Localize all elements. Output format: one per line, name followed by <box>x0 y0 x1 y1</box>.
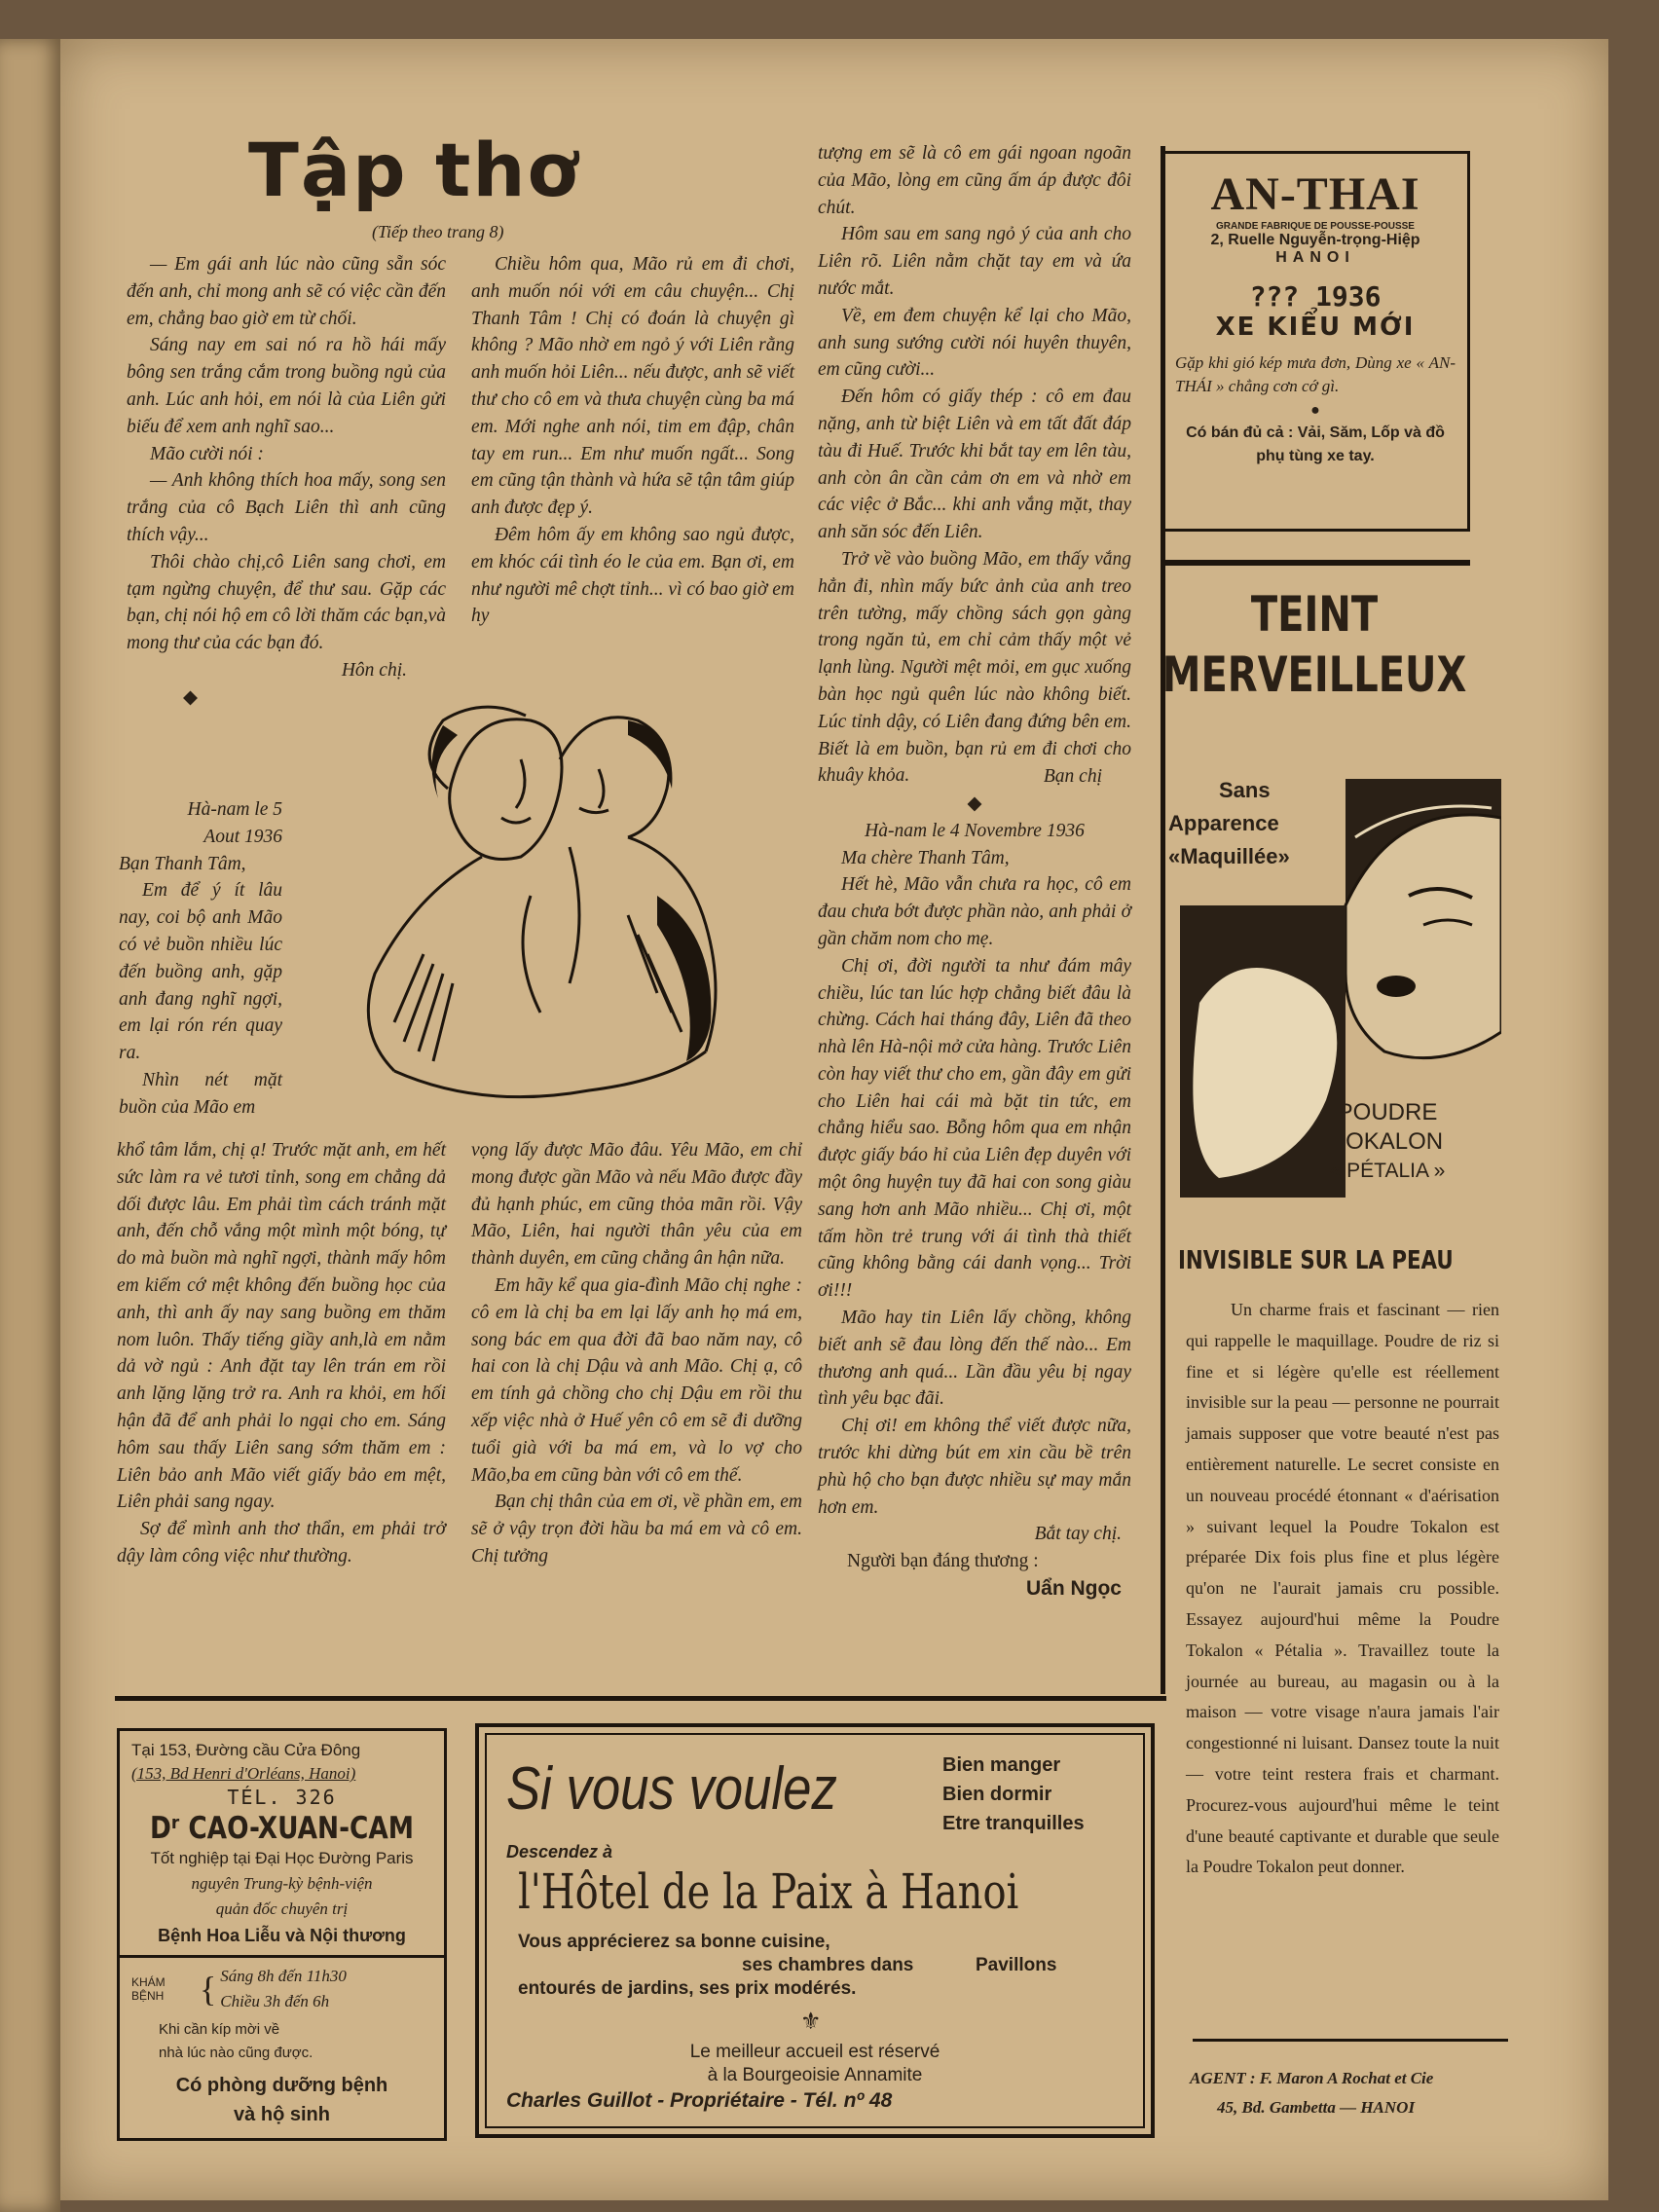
welcome-line: Le meilleur accueil est réservé <box>689 2042 940 2062</box>
monogram-icon: ⚜ <box>800 2009 822 2035</box>
hotel-headline: Si vous voulez <box>506 1755 837 1823</box>
doctor-desc: Tốt nghiệp tại Đại Học Đường Paris <box>150 1849 414 1867</box>
paragraph: tượng em sẽ là cô em gái ngoan ngoãn của Mão, lòng em cũng ấm áp được đôi chút. <box>818 143 1131 218</box>
divider-diamond: ◆ <box>967 793 982 814</box>
ad-hotel <box>475 1723 1155 2138</box>
paragraph: Mão hay tin Liên lấy chồng, không biết anh sẽ đau lòng đến thế nào... Em thương anh quá... Lần đầu yêu bị ngay tình yêu bạc đãi. <box>818 1308 1131 1410</box>
paragraph: Đến hôm có giấy thép : cô em đau nặng, anh từ biệt Liên và em tất đất đáp tàu đi Huế. Trước khi bắt tay em lên tàu, anh còn ân cần cảm ơn em và nhờ em các việc ở Bắc... khi anh vắng mặt, thay anh săn sóc đến Liên. <box>818 387 1131 543</box>
divider-diamond: ◆ <box>183 686 198 708</box>
hotel-pavillons: Pavillons <box>976 1955 1057 1975</box>
note-line: Khi cần kíp mời về <box>159 2021 280 2038</box>
salutation: Ma chère Thanh Tâm, <box>841 847 1010 868</box>
product-line: POUDRE <box>1337 1099 1438 1125</box>
note-line: nhà lúc nào cũng được. <box>159 2045 313 2061</box>
paragraph: Hôm sau em sang ngỏ ý của anh cho Liên rõ. Liên nằm chặt tay em và ứa nước mắt. <box>818 224 1131 299</box>
brand-name: AN-THAI <box>1210 168 1420 220</box>
article-col2-bottom <box>471 1137 802 1570</box>
benefit-line: Bien manger <box>942 1754 1061 1776</box>
article-col1-bottom <box>117 1137 446 1570</box>
letter-date: Hà-nam le 4 Novembre 1936 <box>865 820 1085 841</box>
article-col3 <box>818 140 1131 1603</box>
doctor-desc: quản đốc chuyên trị <box>215 1899 349 1918</box>
hours-line: Chiều 3h đến 6h <box>220 1992 330 2010</box>
doctor-name: Dʳ CAO-XUAN-CAM <box>149 1811 414 1846</box>
paragraph: Mão cười nói : <box>150 443 264 464</box>
closing: Bắt tay chị. <box>1034 1524 1122 1545</box>
hotel-name: l'Hôtel de la Paix à Hanoi <box>518 1863 1019 1920</box>
ad-doctor: Tại 153, Đường cầu Cửa Đông (153, Bd Henri d'Orléans, Hanoi) TÉL. 326 Dʳ CAO-XUAN-CAM Tốt nghiệp tại Đại Học Đường Paris nguyên Trung-kỳ bệnh-viện quản đốc chuyên trị Bệnh Hoa Liễu và Nội thương KHÁM BỆNH { Sáng 8h đến 11h30 Chiều 3h đến 6h Khi cần kíp mời về nhà lúc nào cũng được. Có phòng dưỡng bệnh và hộ sinh <box>117 1728 447 2141</box>
hotel-line: ses chambres dans <box>742 1955 914 1975</box>
hotel-welcome <box>479 2041 1151 2087</box>
product-line: « PÉTALIA » <box>1329 1160 1446 1182</box>
hotel-footer: Charles Guillot - Propriétaire - Tél. nº 48 <box>506 2089 893 2112</box>
ad-body-text: Un charme frais et fascinant — rien qui rappelle le maquillage. Poudre de riz si fine et si légère qu'elle est réellement invisible sur la peau — personne ne pourrait jamais supposer que votre beauté n'est pas entièrement naturelle. Le secret consiste en un nouveau procédé étonnant « d'aérisation » suivant lequel la Poudre Tokalon est préparée Dix fois plus fine et plus légère qu'on ne l'aurait jamais cru possible. Essayez aujourd'hui même la Poudre Tokalon « Pétalia ». Travaillez toute la journée au bureau, au magasin ou à la maison — votre visage n'aura jamais l'air congestionné ni luisant. Dansez toute la nuit — votre teint restera frais et charmant. Procurez-vous aujourd'hui même le teint d'une beauté captivante et durable que seule la Poudre Tokalon peut donner. <box>1186 1300 1499 1877</box>
doctor-note <box>159 2018 444 2065</box>
ad-address: 2, Ruelle Nguyễn-trọng-Hiệp <box>1210 232 1420 248</box>
paragraph: Hết hè, Mão vẫn chưa ra học, cô em đau chưa bớt được phần nào, anh phải ở gần chăm nom cho mẹ. <box>818 874 1131 949</box>
signature: Bạn chị <box>1043 766 1102 788</box>
ornament-icon: ● <box>1310 402 1320 419</box>
ad-headline <box>1161 584 1467 705</box>
ad-agent <box>1190 2064 1511 2122</box>
author-name: Uẩn Ngọc <box>1025 1577 1122 1601</box>
ad-tagline: GRANDE FABRIQUE DE POUSSE-POUSSE <box>1216 221 1415 232</box>
paragraph: Chiều hôm qua, Mão rủ em đi chơi, anh muốn nói với em câu chuyện... Chị Thanh Tâm ! Chị có đoán là chuyện gì không ? Mão nhờ em ngỏ ý với Liên rằng anh muốn hỏi Liên... nếu được, anh sẽ viết thư cho cô em và thưa chuyện cùng ba má em. Mới nghe anh nói, tim em đập, chân tay em run... Em như muốn ngất... Song em cũng tận thành và hứa sẽ tận tâm giúp anh được đẹp ý. <box>471 254 794 519</box>
paragraph: Nhìn nét mặt buồn của Mão em <box>119 1069 282 1118</box>
paragraph: — Anh không thích hoa mấy, song sen trắng của cô Bạch Liên thì anh cũng thích vậy... <box>127 470 446 545</box>
agent-line: AGENT : F. Maron A Rochat et Cie <box>1190 2069 1434 2087</box>
product-line: TOKALON <box>1331 1128 1444 1155</box>
ad-divider <box>1164 560 1470 566</box>
hotel-desc: Descendez à <box>506 1842 613 1862</box>
hotel-line: Vous apprécierez sa bonne cuisine, <box>518 1932 830 1952</box>
subheadline-line: Apparence <box>1168 811 1279 835</box>
subheadline-line: «Maquillée» <box>1168 844 1290 868</box>
couple-illustration <box>336 701 784 1110</box>
article-col1-top <box>127 251 446 712</box>
paragraph: Đêm hôm ấy em không sao ngủ được, em khóc cái tình éo le của em. Bạn ơi, em như người mê chợt tỉnh... vì có bao giờ em hy <box>471 524 794 627</box>
benefit-line: Bien dormir <box>942 1784 1052 1805</box>
footer-line: và hộ sinh <box>234 2104 330 2125</box>
ad-product-name <box>1309 1098 1465 1186</box>
section-divider <box>115 1696 1166 1701</box>
ad-divider <box>1193 2039 1508 2042</box>
paragraph: Về, em đem chuyện kể lại cho Mão, anh sung sướng cười nói huyên thuyên, em cũng cười... <box>818 305 1131 381</box>
doctor-address-fr: (153, Bd Henri d'Orléans, Hanoi) <box>131 1764 356 1783</box>
signature: Hôn chị. <box>341 659 407 681</box>
doctor-address: Tại 153, Đường cầu Cửa Đông <box>131 1741 361 1759</box>
ad-headline-line: TEINT <box>1250 586 1379 643</box>
paragraph: Thôi chào chị,cô Liên sang chơi, em tạm ngừng chuyện, để thư sau. Gặp các bạn, chị nói hộ em cô lời thăm các bạn,và mong thư của các bạn đó. <box>127 551 446 654</box>
hours-line: Sáng 8h đến 11h30 <box>220 1967 347 1985</box>
book-spine <box>0 39 60 2212</box>
ad-slogan: Gặp khi gió kép mưa đơn, Dùng xe « AN-THÁI » chẳng cơn cớ gì. <box>1175 353 1456 395</box>
hotel-benefits <box>942 1751 1085 1838</box>
paragraph: — Em gái anh lúc nào cũng sẵn sóc đến anh, chỉ mong anh sẽ có việc cần đến em, chẳng bao giờ em từ chối. <box>127 254 446 329</box>
ad-year: ??? 1936 <box>1249 280 1382 313</box>
hours-label: KHÁM BỆNH <box>131 1975 166 2003</box>
paragraph: Em hãy kể qua gia-đình Mão chị nghe : cô em là chị ba em lại lấy anh họ má em, song bác em qua đời đã bao năm nay, cô hai con là chị Dậu và anh Mão. Chị ạ, cô em tính gả chồng cho chị Dậu em rồi thu xếp việc nhà ở Huế yên cô em sẽ đi dưỡng tuổi già với ba má em, và lo vợ cho Mão,ba em cũng bàn với cô em thế. <box>471 1274 802 1486</box>
paragraph: Trở về vào buồng Mão, em thấy vắng hẳn đi, nhìn mấy bức ảnh của anh treo trên tường, mấy chồng sách gọn gàng trong ngăn tủ, em chỉ cảm thấy một vẻ lạnh lùng. Người mệt mỏi, em gục xuống bàn học ngủ quên lúc nào không biết. Lúc tỉnh dậy, có Liên đang đứng bên em. Biết là em buồn, bạn rủ em đi chơi cho khuây khỏa. <box>818 548 1131 787</box>
article-col2-top <box>471 251 794 630</box>
doctor-desc: nguyên Trung-kỳ bệnh-viện <box>191 1874 373 1893</box>
paragraph: Em để ý ít lâu nay, coi bộ anh Mão có vẻ buồn nhiều lúc đến buồng anh, gặp anh đang nghĩ ngợi, em lại rón rén quay ra. <box>119 880 282 1064</box>
doctor-tel: TÉL. 326 <box>227 1786 337 1809</box>
paragraph: Bạn chị thân của em ơi, về phần em, em sẽ ở vậy trọn đời hầu ba má em và cô em. Chị tưởng <box>471 1492 802 1567</box>
salutation: Bạn Thanh Tâm, <box>119 853 246 874</box>
subheadline-line: Sans <box>1219 778 1271 802</box>
paragraph: Chị ơi, đời người ta như đám mây chiều, lúc tan lúc hợp chẳng biết đâu là chừng. Cách hai tháng đây, Liên đã theo nhà lên Hà-nội mở cửa hàng. Trước Liên còn hay viết thư cho em, gần đây em gửi cho Liên hai cái mà bặt tin tức, em chẳng hiểu sao. Bỗng hôm qua em nhận được giấy báo hỉ của Liên đẹp duyên với một ông huyện tuy đã hai con song giàu sang hơn anh Mão nhiều... Chị ơi, một tấm hồn trẻ trung với ái tình thà thiết cũng không bằng cái danh vọng... Trời ơi!!! <box>818 955 1131 1302</box>
doctor-specialty: Bệnh Hoa Liễu và Nội thương <box>158 1926 406 1945</box>
ad-headline-line: MERVEILLEUX <box>1161 646 1467 703</box>
article-title: Tập thơ <box>248 127 580 213</box>
ad-invisible-heading: INVISIBLE SUR LA PEAU <box>1178 1246 1454 1275</box>
welcome-line: à la Bourgeoisie Annamite <box>707 2065 923 2085</box>
paragraph: Sợ để mình anh thơ thẩn, em phải trở dậy làm công việc như thường. <box>117 1519 446 1567</box>
benefit-line: Etre tranquilles <box>942 1813 1085 1834</box>
footer-line: Có phòng dưỡng bệnh <box>175 2075 388 2096</box>
paragraph: khổ tâm lắm, chị ạ! Trước mặt anh, em hết sức làm ra vẻ tươi tỉnh, song em chẳng dả dối được lâu. Em phải tìm cách tránh mặt anh, đến chỗ vắng một mình một bóng, tự do mà buồn mà nghĩ ngợi, thành mấy hôm em kiếm cớ mệt không đến buồng học của anh, thì anh ấy nay sang buồng em thăm nom luôn. Thấy tiếng giầy anh,là em nằm dả vờ ngủ : Anh đặt tay lên trán em rồi anh lặng lặng trở ra. Anh ra khỏi, em hối hận đã để anh phải lo ngại cho em. Sáng hôm sau thấy Liên sang sớm thăm em : Liên bảo anh Mão viết giấy bảo em mệt, Liên phải sang ngay. <box>117 1140 446 1513</box>
hotel-line: entourés de jardins, ses prix modérés. <box>518 1978 857 1999</box>
ad-product: XE KIỂU MỚI <box>1215 313 1416 342</box>
doctor-footer <box>120 2071 444 2129</box>
ad-sells: Có bán đủ cả : Vải, Săm, Lốp và đồ phụ tùng xe tay. <box>1186 424 1445 464</box>
paragraph: Sáng nay em sai nó ra hồ hái mấy bông sen trắng cắm trong buồng ngủ của anh. Lúc anh hỏi, em nói là của Liên gửi biếu để xem anh nghĩ sao... <box>127 335 446 437</box>
sender-line: Người bạn đáng thương : <box>847 1551 1039 1572</box>
article-subtitle: (Tiếp theo trang 8) <box>372 222 504 241</box>
ad-an-thai <box>1161 151 1470 532</box>
article-col1-mid <box>119 796 282 1122</box>
letter-date: Hà-nam le 5 Aout 1936 <box>187 799 282 847</box>
paragraph: vọng lấy được Mão đâu. Yêu Mão, em chỉ mong được gần Mão và nếu Mão được đầy đủ hạnh phúc, em cũng thỏa mãn rồi. Vậy Mão, Liên, hai người thân yêu của em thành duyên, em cũng chẳng ân hận nữa. <box>471 1140 802 1270</box>
paragraph: Chị ơi! em không thể viết được nữa, trước khi dừng bút em xin cầu bề trên phù hộ cho bạn được nhiều sự may mắn hơn em. <box>818 1416 1131 1518</box>
agent-line: 45, Bd. Gambetta — HANOI <box>1217 2098 1416 2117</box>
ad-city: HANOI <box>1275 249 1355 266</box>
